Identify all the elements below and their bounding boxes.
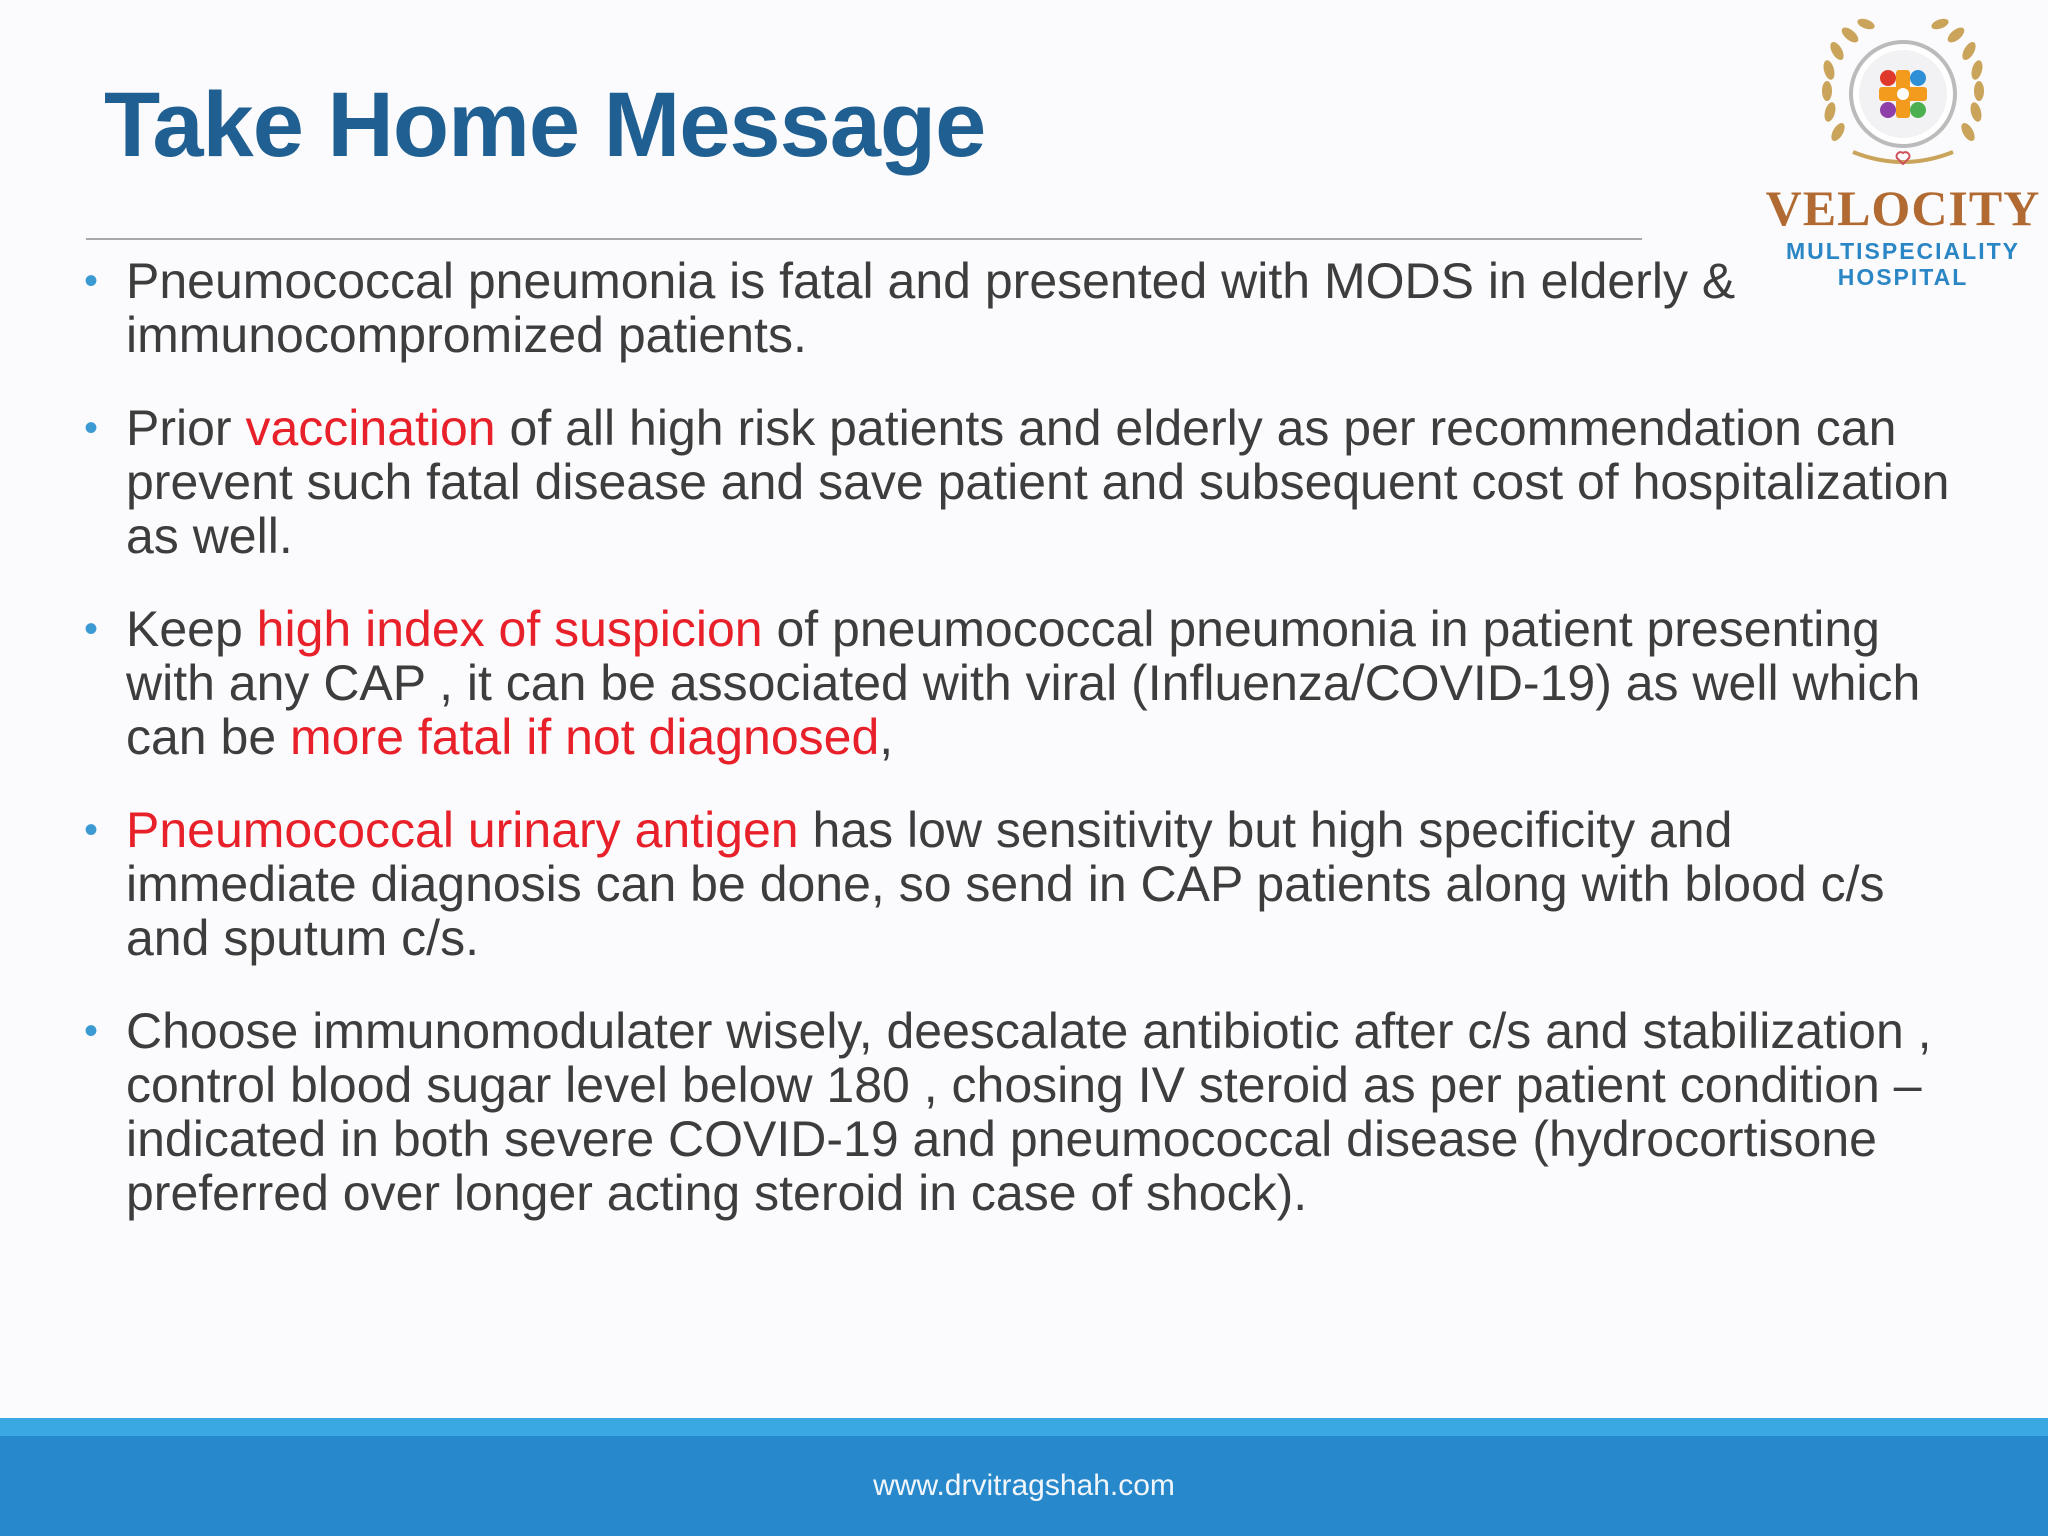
bullet-list (84, 254, 1964, 1259)
bullet-item-1 (84, 254, 1964, 362)
bullet-text: Keep (126, 601, 257, 657)
bullet-icon: • (84, 259, 99, 303)
bullet-text: has low sensitivity but high specificity and immediate diagnosis can be done, so send in CAP patients along with blood c/s and sputum c/s. (126, 802, 1885, 966)
bullet-item-3 (84, 602, 1964, 764)
bullet-item-2 (84, 401, 1964, 563)
logo-subtitle-line2: HOSPITAL (1837, 264, 1969, 290)
bullet-text: Pneumococcal pneumonia is fatal and presented with MODS in elderly & immunocompromized patients. (126, 253, 1736, 363)
bullet-item-4 (84, 803, 1964, 965)
highlight-text: Pneumococcal urinary antigen (126, 802, 799, 858)
bullet-icon: • (84, 1009, 99, 1053)
logo-name: VELOCITY (1765, 180, 2041, 236)
footer-stripe (0, 1418, 2048, 1436)
bullet-text: Choose immunomodulater wisely, deescalate antibiotic after c/s and stabilization , control blood sugar level below 180 , chosing IV steroid as per patient condition – indicated in both severe COVID-19 and pneumococcal disease (hydrocortisone preferred over longer acting steroid in case of shock). (126, 1003, 1932, 1221)
bullet-text: , (879, 709, 894, 765)
title-divider (86, 238, 1642, 240)
highlight-text: vaccination (245, 400, 496, 456)
footer-url: www.drvitragshah.com (873, 1469, 1175, 1502)
bullet-text: Prior (126, 400, 246, 456)
bullet-icon: • (84, 406, 99, 450)
slide-title: Take Home Message (104, 74, 986, 176)
bullet-text: of pneumococcal pneumonia in patient presenting with any CAP , it can be associated with viral (Influenza/COVID-19) as well which can be (126, 601, 1921, 765)
logo-subtitle-line1: MULTISPECIALITY (1785, 238, 2020, 264)
laurel-emblem-icon (1808, 12, 1998, 177)
bullet-text: of all high risk patients and elderly as per recommendation can prevent such fatal disease and save patient and subsequent cost of hospitalization as well. (126, 400, 1950, 564)
bullet-item-5 (84, 1004, 1964, 1220)
bullet-icon: • (84, 808, 99, 852)
bullet-icon: • (84, 607, 99, 651)
highlight-text: high index of suspicion (256, 601, 763, 657)
highlight-text: more fatal if not diagnosed (290, 709, 880, 765)
hospital-logo (1758, 12, 2048, 292)
